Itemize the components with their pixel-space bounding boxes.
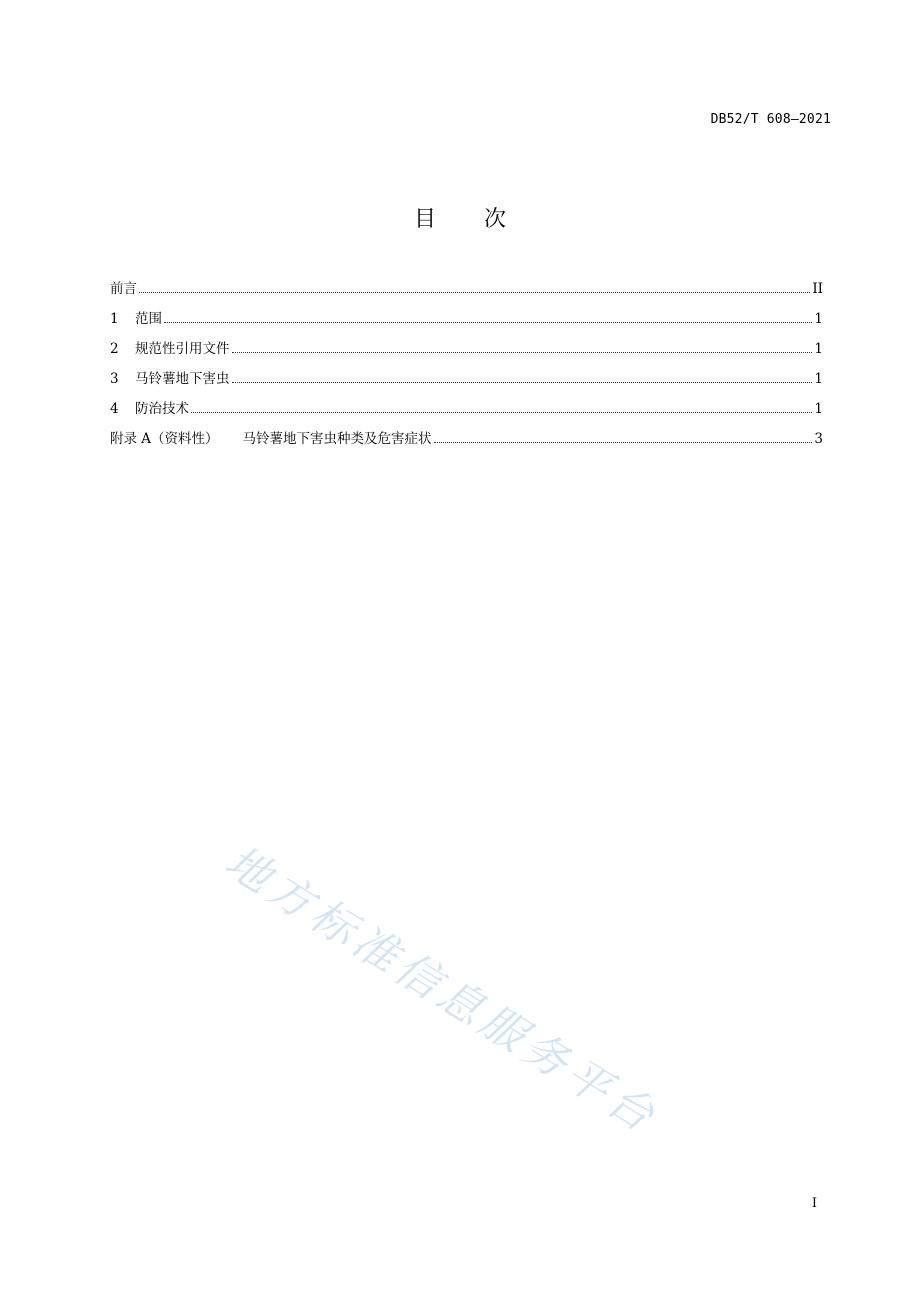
toc-entry-page: 1 bbox=[814, 401, 823, 417]
toc-leader-dots bbox=[232, 351, 813, 353]
table-of-contents bbox=[110, 278, 823, 458]
toc-entry-potato-soil-pests[interactable] bbox=[110, 368, 823, 398]
toc-entry-appendix-a[interactable] bbox=[110, 428, 823, 458]
toc-appendix-prefix: 附录 A（资料性） bbox=[110, 431, 219, 447]
toc-entry-label: 范围 bbox=[135, 311, 162, 327]
toc-entry-page: 3 bbox=[814, 431, 823, 447]
toc-entry-label: 马铃薯地下害虫种类及危害症状 bbox=[242, 431, 432, 447]
toc-entry-page: 1 bbox=[814, 371, 823, 387]
toc-title bbox=[0, 202, 920, 233]
toc-entry-normative-references[interactable] bbox=[110, 338, 823, 368]
toc-entry-page: 1 bbox=[814, 341, 823, 357]
toc-entry-scope[interactable] bbox=[110, 308, 823, 338]
toc-entry-foreword[interactable] bbox=[110, 278, 823, 308]
watermark: 地方标准信息服务平台 bbox=[216, 836, 668, 1145]
toc-entry-number: 1 bbox=[110, 311, 119, 327]
toc-leader-dots bbox=[434, 441, 813, 443]
page-number: I bbox=[811, 1196, 817, 1211]
toc-leader-dots bbox=[232, 381, 813, 383]
toc-entry-label: 防治技术 bbox=[135, 401, 189, 417]
toc-title-char-2: 次 bbox=[484, 207, 507, 232]
toc-entry-label: 规范性引用文件 bbox=[135, 341, 230, 357]
toc-entry-number: 3 bbox=[110, 371, 119, 387]
toc-entry-label: 马铃薯地下害虫 bbox=[135, 371, 230, 387]
toc-title-char-1: 目 bbox=[413, 207, 436, 232]
toc-entry-label: 前言 bbox=[110, 281, 137, 297]
toc-leader-dots bbox=[164, 321, 812, 323]
standard-code: DB52/T 608—2021 bbox=[710, 112, 831, 127]
toc-leader-dots bbox=[139, 291, 810, 293]
toc-entry-page: II bbox=[812, 281, 823, 297]
toc-entry-number: 2 bbox=[110, 341, 119, 357]
toc-entry-number: 4 bbox=[110, 401, 119, 417]
toc-entry-control-techniques[interactable] bbox=[110, 398, 823, 428]
toc-entry-page: 1 bbox=[814, 311, 823, 327]
toc-leader-dots bbox=[191, 411, 812, 413]
